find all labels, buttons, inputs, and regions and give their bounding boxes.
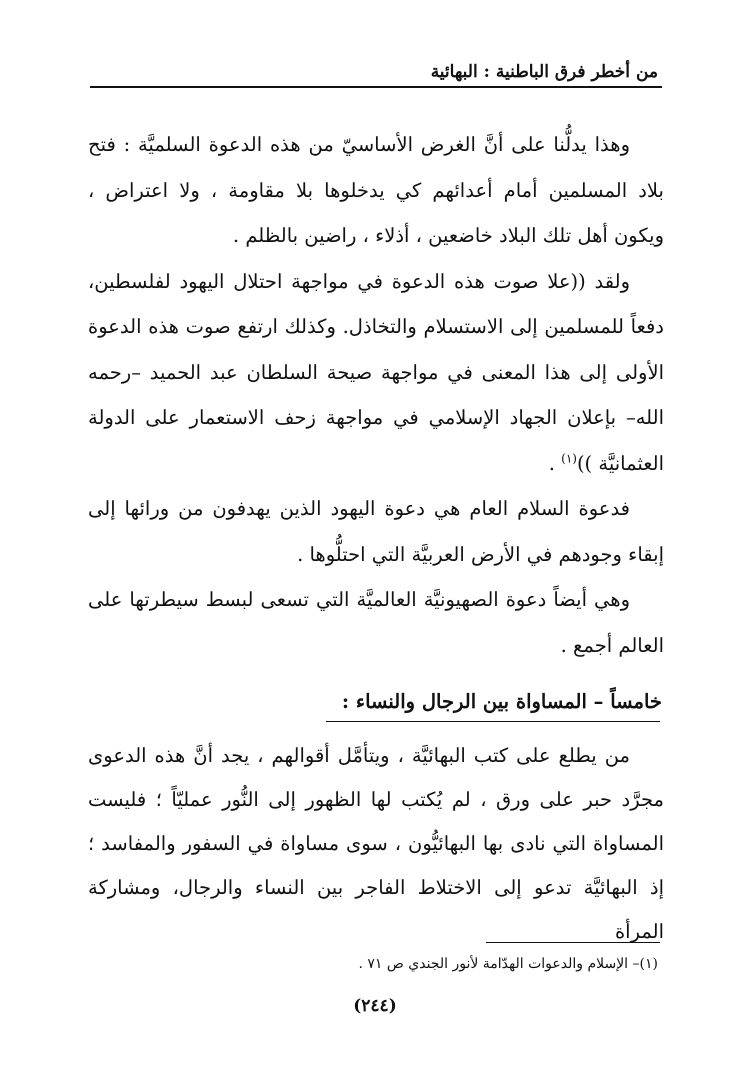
footnote: (١)– الإسلام والدعوات الهدّامة لأنور الجندي ص ٧١ .	[358, 956, 658, 972]
paragraph-end: .	[548, 451, 562, 475]
running-title: من أخطر فرق الباطنية : البهائية	[430, 62, 658, 82]
paragraph: وهي أيضاً دعوة الصهيونيَّة العالميَّة التي تسعى لبسط سيطرتها على العالم أجمع .	[88, 588, 664, 657]
footnote-marker: (١)	[561, 451, 577, 465]
section-heading: خامساً – المساواة بين الرجال والنساء :	[341, 690, 662, 713]
heading-underline	[326, 721, 660, 722]
paragraph-quote	[88, 259, 664, 487]
section-text	[88, 734, 664, 954]
main-text	[88, 122, 664, 668]
paragraph: من يطلع على كتب البهائيَّة ، ويتأمَّل أقوالهم ، يجد أنَّ هذه الدعوى مجرَّد حبر على ورق ، لم يُكتب لها الظهور إلى النُّور عمليّاً ؛ فليست المساواة التي نادى بها البهائيُّون ، سوى مساواة في السفور والمفاسد ؛ إذ البهائيَّة تدعو إلى الاختلاط الفاجر بين النساء والرجال، ومشاركة المرأة	[88, 744, 664, 943]
paragraph: وهذا يدلُّنا على أنَّ الغرض الأساسيّ من هذه الدعوة السلميَّة : فتح بلاد المسلمين أمام أعدائهم كي يدخلوها بلا مقاومة ، ولا اعتراض ، ويكون أهل تلك البلاد خاضعين ، أذلاء ، راضين بالظلم .	[88, 133, 664, 247]
paragraph-text: ولقد ((علا صوت هذه الدعوة في مواجهة احتلال اليهود لفلسطين، دفعاً للمسلمين إلى الاستسلام والتخاذل. وكذلك ارتفع صوت هذه الدعوة الأولى إلى هذا المعنى في مواجهة صيحة السلطان عبد الحميد –رحمه الله– بإعلان الجهاد الإسلامي في مواجهة زحف الاستعمار على الدولة العثمانيَّة ))	[88, 269, 664, 475]
page-number: (٢٤٤)	[353, 996, 397, 1016]
footnote-rule	[486, 942, 660, 943]
paragraph: فدعوة السلام العام هي دعوة اليهود الذين يهدفون من ورائها إلى إبقاء وجودهم في الأرض العربيَّة التي احتلُّوها .	[88, 497, 664, 566]
header-rule	[90, 86, 662, 88]
